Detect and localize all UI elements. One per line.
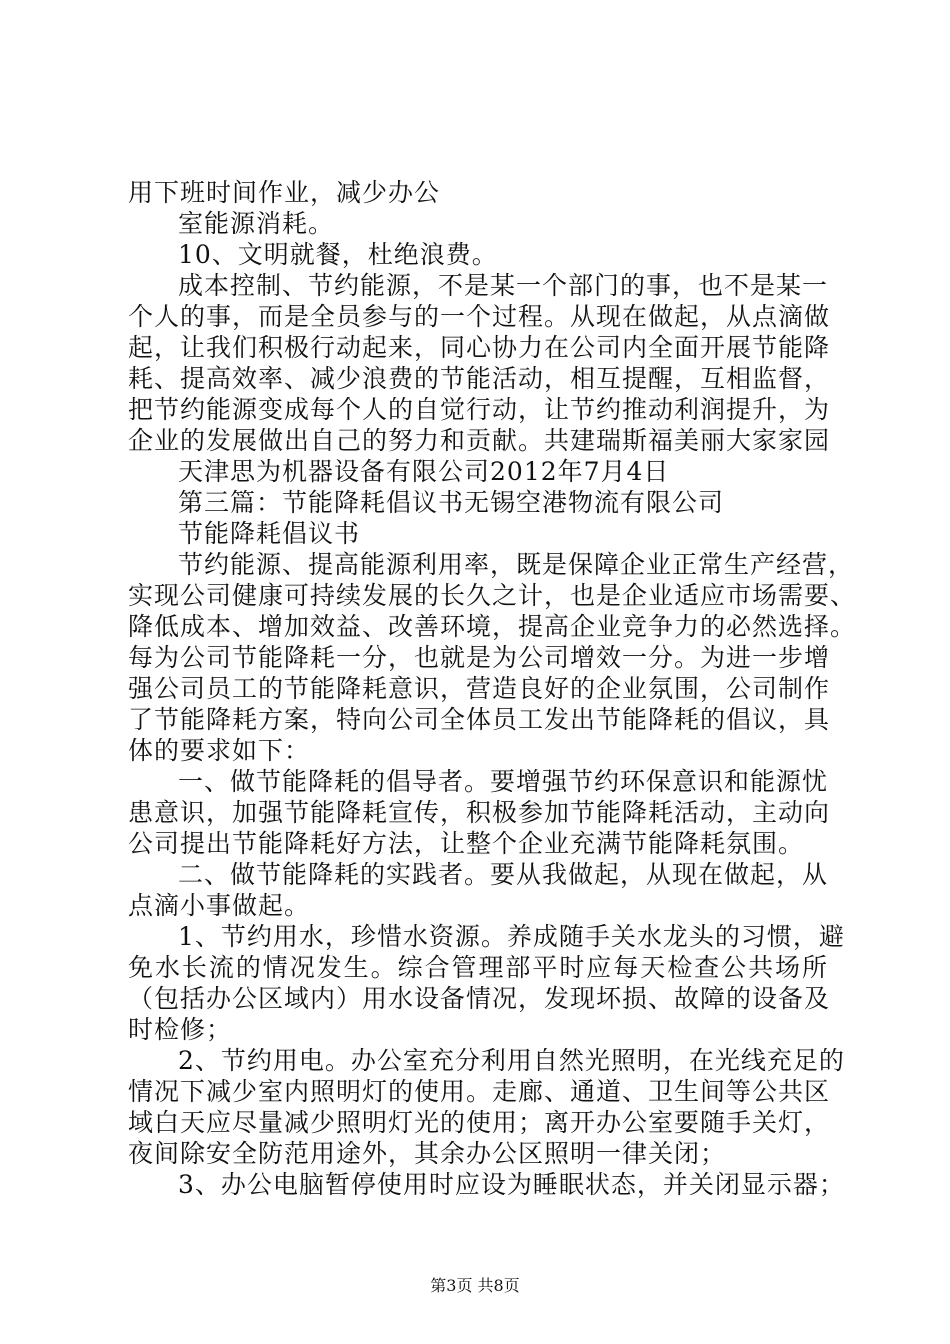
- text-line: （包括办公区域内）用水设备情况，发现坏损、故障的设备及: [128, 984, 831, 1013]
- text-line: 降低成本、增加效益、改善环境，提高企业竞争力的必然选择。: [128, 612, 857, 641]
- text-line: 节约能源、提高能源利用率，既是保障企业正常生产经营，: [178, 550, 855, 579]
- text-line: 耗、提高效率、减少浪费的节能活动，相互提醒，互相监督，: [128, 364, 831, 393]
- text-line: 时检修；: [128, 1015, 233, 1044]
- text-line: 用下班时间作业，减少办公: [128, 178, 441, 207]
- text-line: 二、做节能降耗的实践者。要从我做起，从现在做起，从: [178, 860, 829, 889]
- text-line: 2、节约用电。办公室充分利用自然光照明，在光线充足的: [178, 1046, 845, 1075]
- signature-line: 天津思为机器设备有限公司2012年7月4日: [178, 457, 670, 486]
- text-line: 室能源消耗。: [178, 209, 335, 238]
- text-line: 域白天应尽量减少照明灯光的使用；离开办公室要随手关灯，: [128, 1108, 831, 1137]
- document-title: 节能降耗倡议书: [178, 519, 361, 548]
- text-line: 情况下减少室内照明灯的使用。走廊、通道、卫生间等公共区: [128, 1077, 831, 1106]
- text-line: 夜间除安全防范用途外，其余办公区照明一律关闭；: [128, 1139, 727, 1168]
- text-line: 实现公司健康可持续发展的长久之计，也是企业适应市场需要、: [128, 581, 857, 610]
- text-line: 3、办公电脑暂停使用时应设为睡眠状态，并关闭显示器；: [178, 1170, 845, 1199]
- text-line: 一、做节能降耗的倡导者。要增强节约环保意识和能源忧: [178, 767, 829, 796]
- text-line: 每为公司节能降耗一分，也就是为公司增效一分。为进一步增: [128, 643, 831, 672]
- text-line: 10、文明就餐，杜绝浪费。: [178, 240, 498, 269]
- page-number-footer: 第3页 共8页: [430, 1276, 520, 1295]
- text-line: 成本控制、节约能源，不是某一个部门的事，也不是某一: [178, 271, 829, 300]
- text-line: 患意识，加强节能降耗宣传，积极参加节能降耗活动，主动向: [128, 798, 831, 827]
- text-line: 1、节约用水，珍惜水资源。养成随手关水龙头的习惯，避: [178, 922, 845, 951]
- text-line: 体的要求如下：: [128, 736, 311, 765]
- text-line: 个人的事，而是全员参与的一个过程。从现在做起，从点滴做: [128, 302, 831, 331]
- text-line: 公司提出节能降耗好方法，让整个企业充满节能降耗氛围。: [128, 829, 805, 858]
- section-heading: 第三篇：节能降耗倡议书无锡空港物流有限公司: [178, 488, 725, 517]
- text-line: 企业的发展做出自己的努力和贡献。共建瑞斯福美丽大家家园: [128, 426, 831, 455]
- text-line: 点滴小事做起。: [128, 891, 311, 920]
- text-line: 了节能降耗方案，特向公司全体员工发出节能降耗的倡议，具: [128, 705, 831, 734]
- text-line: 把节约能源变成每个人的自觉行动，让节约推动利润提升，为: [128, 395, 831, 424]
- text-line: 免水长流的情况发生。综合管理部平时应每天检查公共场所: [128, 953, 828, 982]
- text-line: 起，让我们积极行动起来，同心协力在公司内全面开展节能降: [128, 333, 831, 362]
- text-line: 强公司员工的节能降耗意识，营造良好的企业氛围，公司制作: [128, 674, 831, 703]
